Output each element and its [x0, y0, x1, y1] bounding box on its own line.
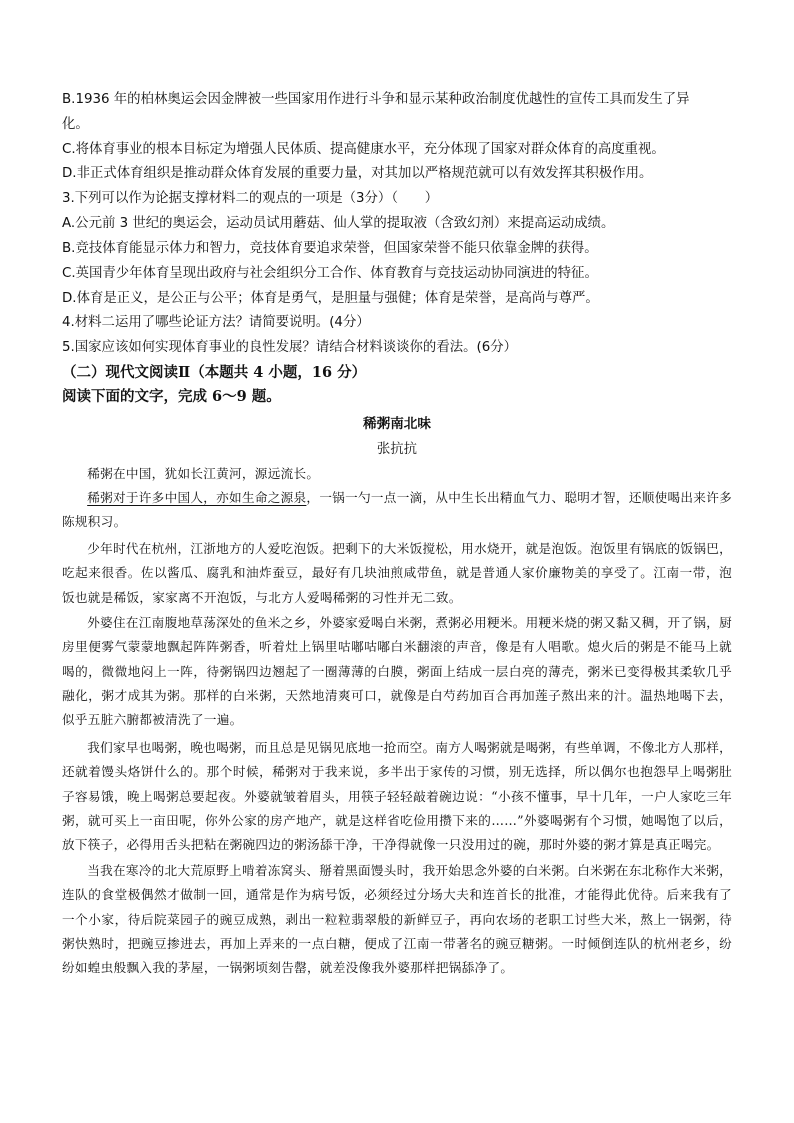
q3-option-b: B.竞技体育能显示体力和智力，竞技体育要追求荣誉，但国家荣誉不能只依靠金牌的获得。	[62, 241, 598, 256]
paragraph-3: 少年时代在杭州，江浙地方的人爱吃泡饭。把剩下的大米饭搅松，用水烧开，就是泡饭。泡饭里有锅底的饭锅巴，吃起来很香。佐以酱瓜、腐乳和油炸蚕豆，最好有几块油煎咸带鱼，就是普通人家价廉物美的享受了。江南一带，泡饭也就是稀饭，家家离不开泡饭，与北方人爱喝稀粥的习性并无二致。	[62, 541, 732, 605]
q3-option-d: D.体育是正义，是公正与公平；体育是勇气，是胆量与强健；体育是荣誉，是高尚与尊严。	[62, 291, 599, 306]
option-c: C.将体育事业的根本目标定为增强人民体质、提高健康水平，充分体现了国家对群众体育的高度重视。	[62, 142, 665, 157]
paragraph-2	[62, 486, 732, 535]
paragraph-6: 当我在寒冷的北大荒原野上啃着冻窝头、掰着黑面馒头时，我开始思念外婆的白米粥。白米粥在东北称作大米粥，连队的食堂极偶然才做制一回，通常是作为病号饭，必须经过分场大夫和连首长的批准，才能得此优待。后来我有了一个小家，待后院菜园子的豌豆成熟，剥出一粒粒翡翠般的新鲜豆子，再向农场的老职工讨些大米，熬上一锅粥，待粥快熟时，把豌豆掺进去，再加上弄来的一点白糖，便成了江南一带著名的豌豆糖粥。一时倾倒连队的杭州老乡，纷纷如蝗虫般飘入我的茅屋，一锅粥顷刻告罄，就差没像我外婆那样把锅舔净了。	[62, 863, 732, 976]
underlined-sentence: 稀粥对于许多中国人，亦如生命之源泉	[87, 490, 307, 505]
question-4: 4.材料二运用了哪些论证方法？请简要说明。(4分）	[62, 315, 370, 330]
article-author: 张抗抗	[376, 442, 418, 457]
question-3: 3.下列可以作为论据支撑材料二的观点的一项是（3分）（ ）	[62, 191, 439, 206]
option-d: D.非正式体育组织是推动群众体育发展的重要力量，对其加以严格规范就可以有效发挥其积极作用。	[62, 166, 653, 181]
paragraph-5: 我们家早也喝粥，晚也喝粥，而且总是见锅见底地一抢而空。南方人喝粥就是喝粥，有些单调，不像北方人那样，还就着馒头烙饼什么的。那个时候，稀粥对于我来说，多半出于家传的习惯，别无选择，所以偶尔也抱怨早上喝粥肚子容易饿，晚上喝粥总要起夜。外婆就皱着眉头，用筷子轻轻敲着碗边说：“小孩不懂事，早十几年，一户人家吃三年粥，就可买上一亩田呢，你外公家的房产地产，就是这样省吃俭用攒下来的……”外婆喝粥有个习惯，她喝饱了以后，放下筷子，必得用舌头把粘在粥碗四边的粥汤舔干净，干净得就像一只没用过的碗，那时外婆的粥才算是真正喝完。	[62, 740, 732, 853]
section-heading: （二）现代文阅读Ⅱ（本题共 4 小题，16 分）	[62, 364, 367, 381]
question-5: 5.国家应该如何实现体育事业的良性发展？请结合材料谈谈你的看法。(6分）	[62, 340, 518, 355]
reading-instruction: 阅读下面的文字，完成 6～9 题。	[62, 388, 281, 405]
paragraph-1: 稀粥在中国，犹如长江黄河，源远流长。	[87, 466, 320, 481]
option-b-line2: 化。	[62, 117, 89, 132]
option-b-line1: B.1936 年的柏林奥运会因金牌被一些国家用作进行斗争和显示某种政治制度优越性的宣传工具而发生了异	[62, 92, 690, 107]
article-title: 稀粥南北味	[363, 416, 431, 432]
paragraph-2-rest: ，一锅一勺一点一滴，从中生长出精血气力、聪明才智，还顺使喝出来许多陈规积习。	[62, 490, 732, 530]
paragraph-4: 外婆住在江南腹地草荡深处的鱼米之乡，外婆家爱喝白米粥，煮粥必用粳米。用粳米烧的粥又黏又稠，开了锅，厨房里便雾气蒙蒙地飘起阵阵粥香，听着灶上锅里咕嘟咕嘟白米翻滚的声音，像是有人唱歌。熄火后的粥是不能马上就喝的，微微地闷上一阵，待粥锅四边翘起了一圈薄薄的白膜，粥面上结成一层白亮的薄壳，粥米已变得极其柔软几乎融化，粥才成其为粥。那样的白米粥，天然地清爽可口，就像是白芍药加百合再加莲子熬出来的汁。温热地喝下去，似乎五脏六腑都被清洗了一遍。	[62, 615, 732, 728]
q3-option-a: A.公元前 3 世纪的奥运会，运动员试用蘑菇、仙人掌的提取液（含致幻剂）来提高运动成绩。	[62, 216, 615, 231]
q3-option-c: C.英国青少年体育呈现出政府与社会组织分工合作、体育教育与竞技运动协同演进的特征。	[62, 266, 598, 281]
